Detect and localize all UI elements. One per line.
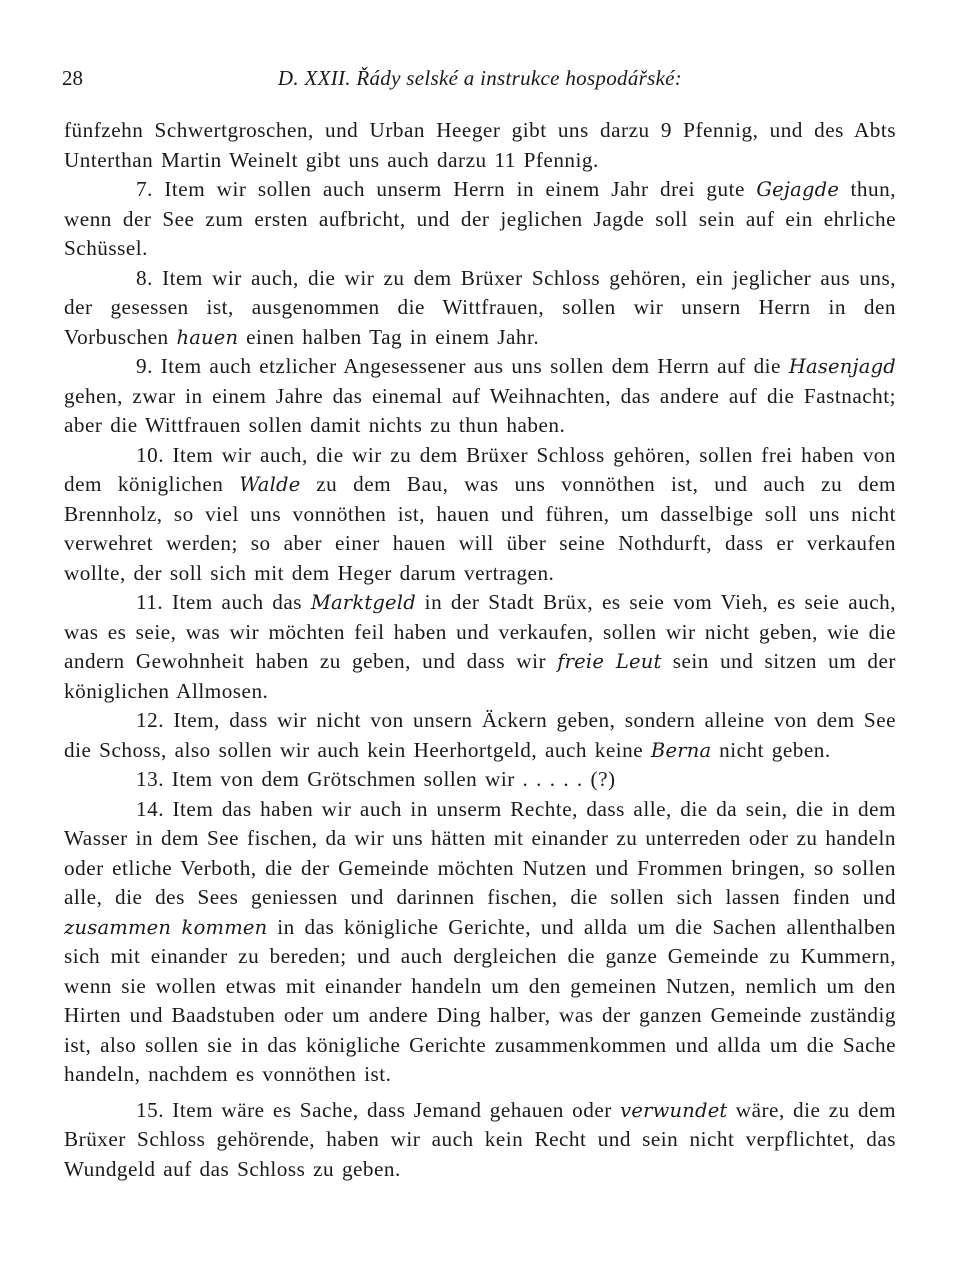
paragraph-item-12 xyxy=(64,706,896,765)
paragraph-item-7 xyxy=(64,175,896,264)
text-run: sein und sitzen um der königlichen Allmosen. xyxy=(64,649,896,703)
running-title: D. XXII. Řády selské a instrukce hospodářské: xyxy=(277,66,683,90)
paragraph-item-15 xyxy=(64,1096,896,1185)
paragraph-continuation xyxy=(64,116,896,175)
paragraph-item-10 xyxy=(64,441,896,589)
emphasized-term: Walde xyxy=(239,473,301,496)
paragraph-item-9 xyxy=(64,352,896,441)
text-run: 12. Item, dass wir nicht von unsern Äckern geben, sondern alleine von dem See die Schoss, also sollen wir auch kein Heerhortgeld, auch keine xyxy=(64,708,896,762)
text-run: in der Stadt Brüx, es seie vom Vieh, es seie auch, was es seie, was wir möchten feil haben und verkaufen, sollen wir nicht geben, wie die andern Gewohnheit haben zu geben, und dass wir xyxy=(64,590,896,673)
emphasized-term: Gejagde xyxy=(756,178,840,201)
emphasized-term: Marktgeld xyxy=(310,591,416,614)
paragraph-item-11 xyxy=(64,588,896,706)
text-run: fünfzehn Schwertgroschen, und Urban Heeger gibt uns darzu 9 Pfennig, und des Abts Unterthan Martin Weinelt gibt uns auch darzu 11 Pfennig. xyxy=(64,118,896,172)
body-text xyxy=(64,116,896,1184)
paragraph-item-14 xyxy=(64,795,896,1090)
emphasized-term: Berna xyxy=(650,738,712,762)
emphasized-term: hauen xyxy=(176,325,239,349)
text-run: 7. Item wir sollen auch unserm Herrn in einem Jahr drei gute xyxy=(136,177,757,201)
text-run: wäre, die zu dem Brüxer Schloss gehörende, haben wir auch kein Recht und sein nicht verpflichtet, das Wundgeld auf das Schloss zu geben. xyxy=(64,1097,896,1181)
text-run: einen halben Tag in einem Jahr. xyxy=(238,324,540,349)
text-run: 10. Item wir auch, die wir zu dem Brüxer Schloss gehören, sollen frei haben von dem königlichen xyxy=(64,442,896,496)
emphasized-term: zusammen kommen xyxy=(64,915,268,939)
paragraph-item-13 xyxy=(64,765,896,795)
text-run: nicht geben. xyxy=(711,737,831,762)
emphasized-term: Hasenjagd xyxy=(788,355,896,378)
text-run: 9. Item auch etzlicher Angesessener aus uns sollen dem Herrn auf die xyxy=(136,354,789,378)
text-run: 13. Item von dem Grötschmen sollen wir . . . . . (?) xyxy=(136,767,616,791)
text-run: 8. Item wir auch, die wir zu dem Brüxer Schloss gehören, ein jeglicher aus uns, der gesessen ist, ausgenommen die Wittfrauen, sollen wir unsern Herrn in den Vorbuschen xyxy=(64,265,896,349)
text-run: in das königliche Gerichte, und allda um die Sachen allenthalben sich mit einander zu bereden; und auch dergleichen die ganze Gemeinde zu Kummern, wenn sie wollen etwas mit einander handeln um den gemeinen Nutzen, nemlich um den Hirten und Baadstuben oder um andere Ding halber, was der ganzen Gemeinde zuständig ist, also sollen sie in das königliche Gerichte zusammenkommen und allda um die Sache handeln, nachdem es vonnöthen ist. xyxy=(64,914,896,1086)
page-header xyxy=(62,66,898,100)
text-run: thun, wenn der See zum ersten aufbricht, und der jeglichen Jagde soll sein auf ein ehrliche Schüssel. xyxy=(64,177,896,260)
text-run: gehen, zwar in einem Jahre das einemal auf Weihnachten, das andere auf die Fastnacht; aber die Wittfrauen sollen damit nichts zu thun haben. xyxy=(64,383,896,437)
text-run: 11. Item auch das xyxy=(136,590,311,614)
text-run: 14. Item das haben wir auch in unserm Rechte, dass alle, die da sein, die in dem Wasser in dem See fischen, da wir uns hätten mit einander zu unterreden oder zu handeln oder etliche Verboth, die der Gemeinde möchten Nutzen und Frommen bringen, so sollen alle, die des Sees geniessen und darinnen fischen, die sollen sich lassen finden und xyxy=(64,796,896,909)
emphasized-term: freie Leut xyxy=(557,650,662,673)
text-run: zu dem Bau, was uns vonnöthen ist, und auch zu dem Brennholz, so viel uns vonnöthen ist, hauen und führen, um dasselbige soll uns nicht verwehret werden; so aber einer hauen will über seine Nothdurft, dass er verkaufen wollte, der soll sich mit dem Heger darum vertragen. xyxy=(64,472,896,585)
page-number: 28 xyxy=(62,66,83,90)
emphasized-term: verwundet xyxy=(620,1098,728,1122)
paragraph-item-8 xyxy=(64,264,896,353)
text-run: 15. Item wäre es Sache, dass Jemand gehauen oder xyxy=(136,1097,621,1122)
